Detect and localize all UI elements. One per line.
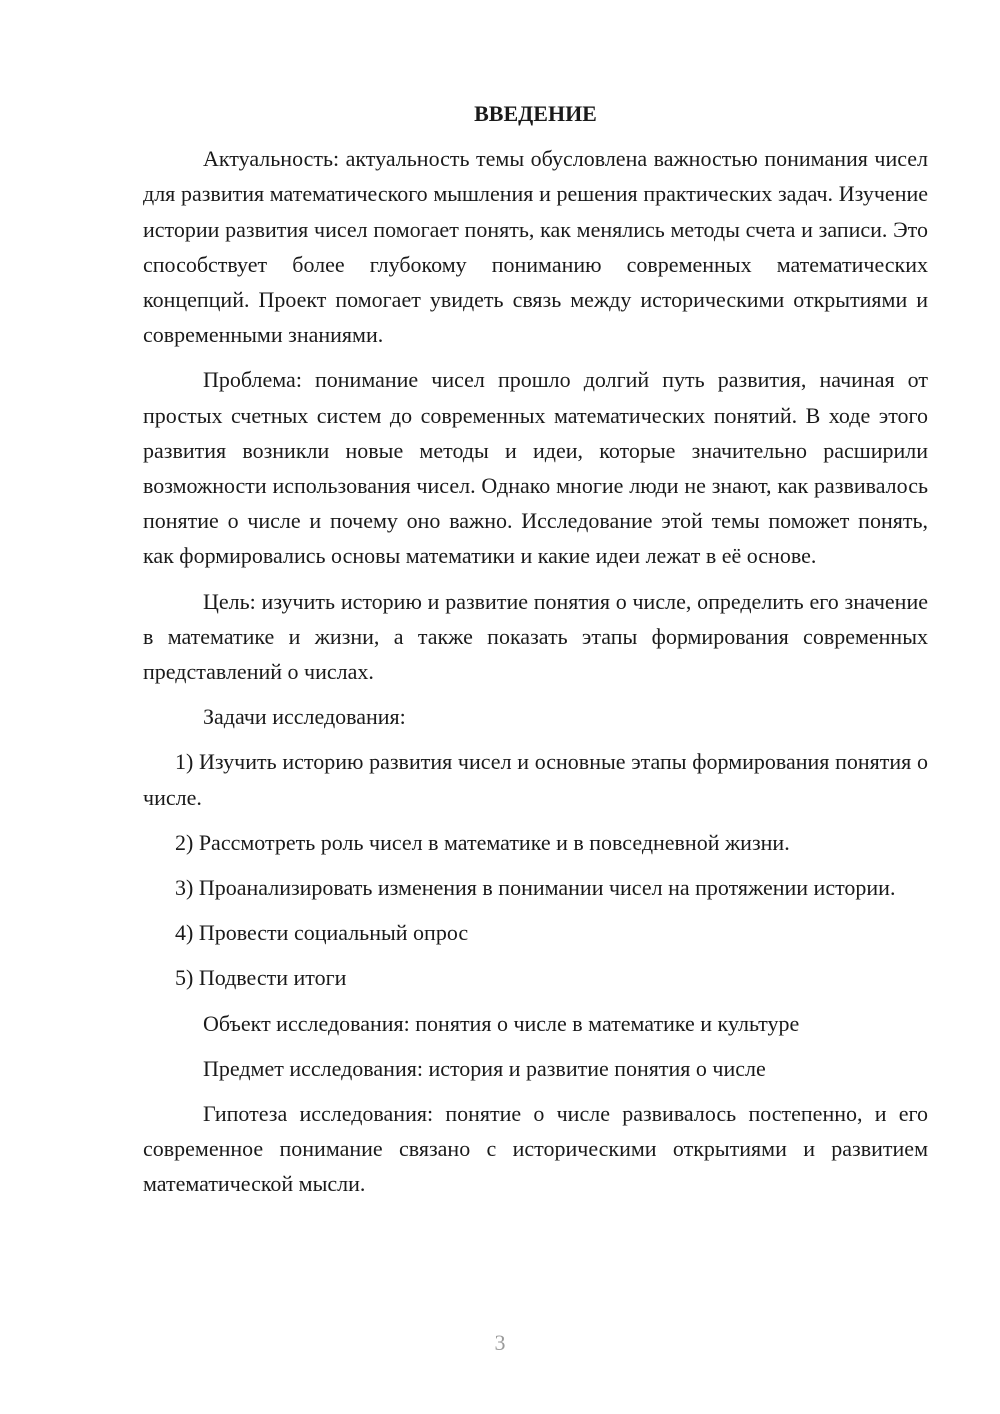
task-item-5: 5) Подвести итоги [175,965,347,991]
paragraph-hypothesis: Гипотеза исследования: понятие о числе развивалось постепенно, и его современное понимание связано с историческими открытиями и развитием математической мысли. [143,1101,928,1197]
document-page [143,96,928,1212]
task-item-1: 1) Изучить историю развития чисел и основные этапы формирования понятия о числе. [143,749,928,810]
paragraph-problem: Проблема: понимание чисел прошло долгий путь развития, начиная от простых счетных систем до современных математических понятий. В ходе этого развития возникли новые методы и идеи, которые значительно расширили возможности использования чисел. Однако многие люди не знают, как развивалось понятие о числе и почему оно важно. Исследование этой темы поможет понять, как формировались основы математики и какие идеи лежат в её основе. [143,367,928,569]
paragraph-relevance: Актуальность: актуальность темы обусловлена важностью понимания чисел для развития математического мышления и решения практических задач. Изучение истории развития чисел помогает понять, как менялись методы счета и записи. Это способствует более глубокому пониманию современных математических концепций. Проект помогает увидеть связь между историческими открытиями и современными знаниями. [143,146,928,348]
paragraph-tasks-heading: Задачи исследования: [203,704,406,730]
task-item-3: 3) Проанализировать изменения в понимании чисел на протяжении истории. [175,875,896,901]
page-number: 3 [494,1330,506,1355]
paragraph-object: Объект исследования: понятия о числе в математике и культуре [203,1010,800,1036]
paragraph-goal: Цель: изучить историю и развитие понятия о числе, определить его значение в математике и жизни, а также показать этапы формирования современных представлений о числах. [143,588,928,685]
section-title: ВВЕДЕНИЕ [474,101,597,126]
paragraph-subject: Предмет исследования: история и развитие понятия о числе [203,1055,766,1081]
task-item-4: 4) Провести социальный опрос [175,920,469,946]
task-item-2: 2) Рассмотреть роль чисел в математике и в повседневной жизни. [175,829,790,855]
